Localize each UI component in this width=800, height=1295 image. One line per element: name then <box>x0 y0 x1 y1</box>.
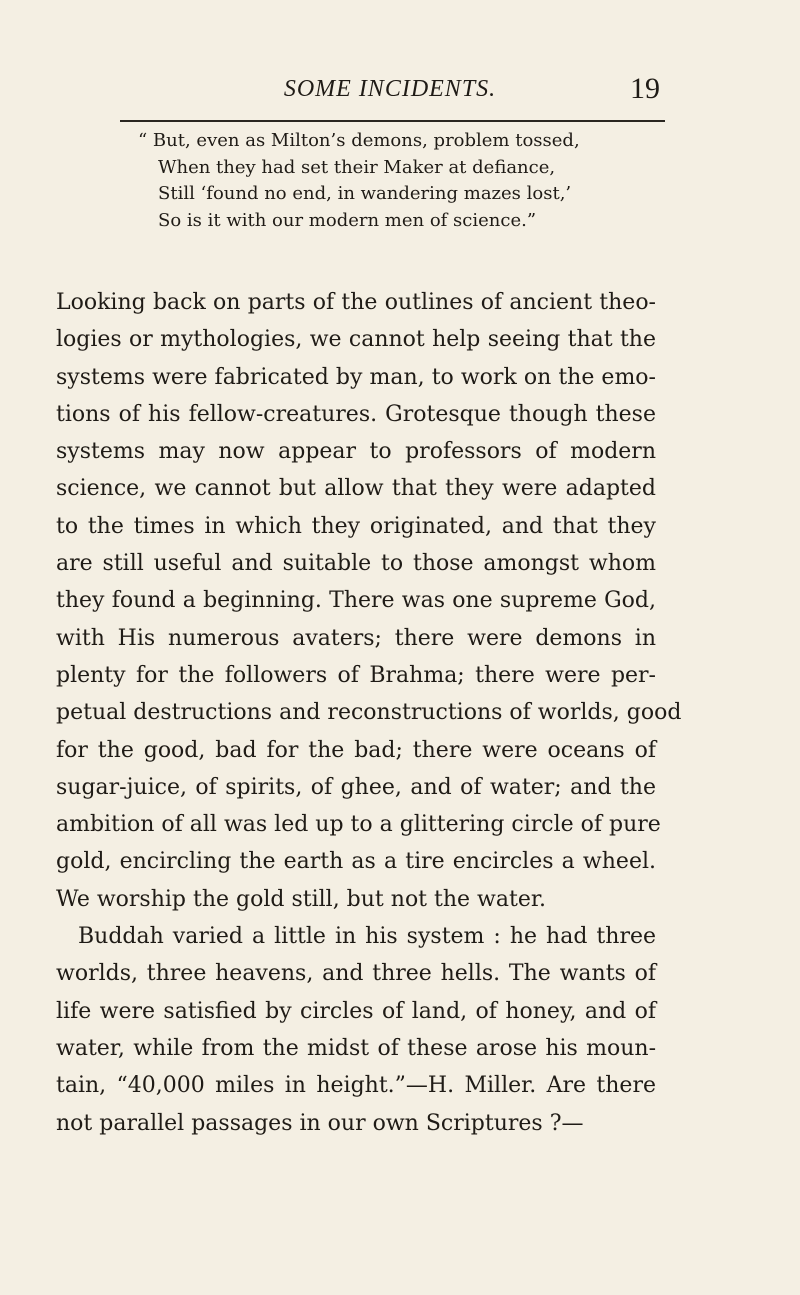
paragraph-line: not parallel passages in our own Scriptures ?— <box>56 1110 584 1136</box>
paragraph-line: gold, encircling the earth as a tire encircles a wheel. <box>56 849 656 875</box>
page-number: 19 <box>630 72 660 105</box>
paragraph-line: ambition of all was led up to a glittering circle of pure <box>56 812 661 838</box>
paragraph-line: Looking back on parts of the outlines of ancient theo- <box>56 290 656 315</box>
verse-quotation <box>120 128 665 234</box>
paragraph-line: for the good, bad for the bad; there were oceans of <box>56 737 656 763</box>
paragraph-line: are still useful and suitable to those amongst whom <box>56 551 656 577</box>
paragraph-line: logies or mythologies, we cannot help seeing that the <box>56 327 656 353</box>
header-rule <box>120 120 665 122</box>
verse-line: Still ‘found no end, in wandering mazes lost,’ <box>158 183 572 204</box>
paragraph-line: worlds, three heavens, and three hells. The wants of <box>56 961 656 987</box>
running-title: SOME INCIDENTS. <box>283 76 497 102</box>
verse-line: “ But, even as Milton’s demons, problem tossed, <box>138 130 580 151</box>
body-text <box>56 284 682 1142</box>
paragraph-line: water, while from the midst of these arose his moun- <box>56 1035 656 1061</box>
paragraph-line: science, we cannot but allow that they were adapted <box>56 476 656 502</box>
running-head <box>120 72 660 108</box>
paragraph-line: plenty for the followers of Brahma; there were per- <box>56 662 656 688</box>
paragraph-line: sugar-juice, of spirits, of ghee, and of water; and the <box>56 774 656 800</box>
paragraph-line: Buddah varied a little in his system : he had three <box>78 924 656 950</box>
paragraph-line: systems may now appear to professors of modern <box>56 439 656 465</box>
verse-line: So is it with our modern men of science.” <box>158 209 537 231</box>
paragraph-line: tain, “40,000 miles in height.”—H. Miller. Are there <box>56 1073 656 1099</box>
paragraph-line: they found a beginning. There was one supreme God, <box>56 588 656 614</box>
paragraph-line: life were satisfied by circles of land, of honey, and of <box>56 998 656 1024</box>
paragraph-line: to the times in which they originated, and that they <box>56 513 656 539</box>
verse-line: When they had set their Maker at defiance, <box>158 156 556 178</box>
paragraph-line: systems were fabricated by man, to work on the emo- <box>56 364 656 390</box>
paragraph-line: tions of his fellow-creatures. Grotesque though these <box>56 401 656 427</box>
paragraph-line: with His numerous avaters; there were demons in <box>56 625 656 651</box>
paragraph-line: petual destructions and reconstructions of worlds, good <box>56 700 682 726</box>
paragraph-line: We worship the gold still, but not the water. <box>56 886 546 912</box>
